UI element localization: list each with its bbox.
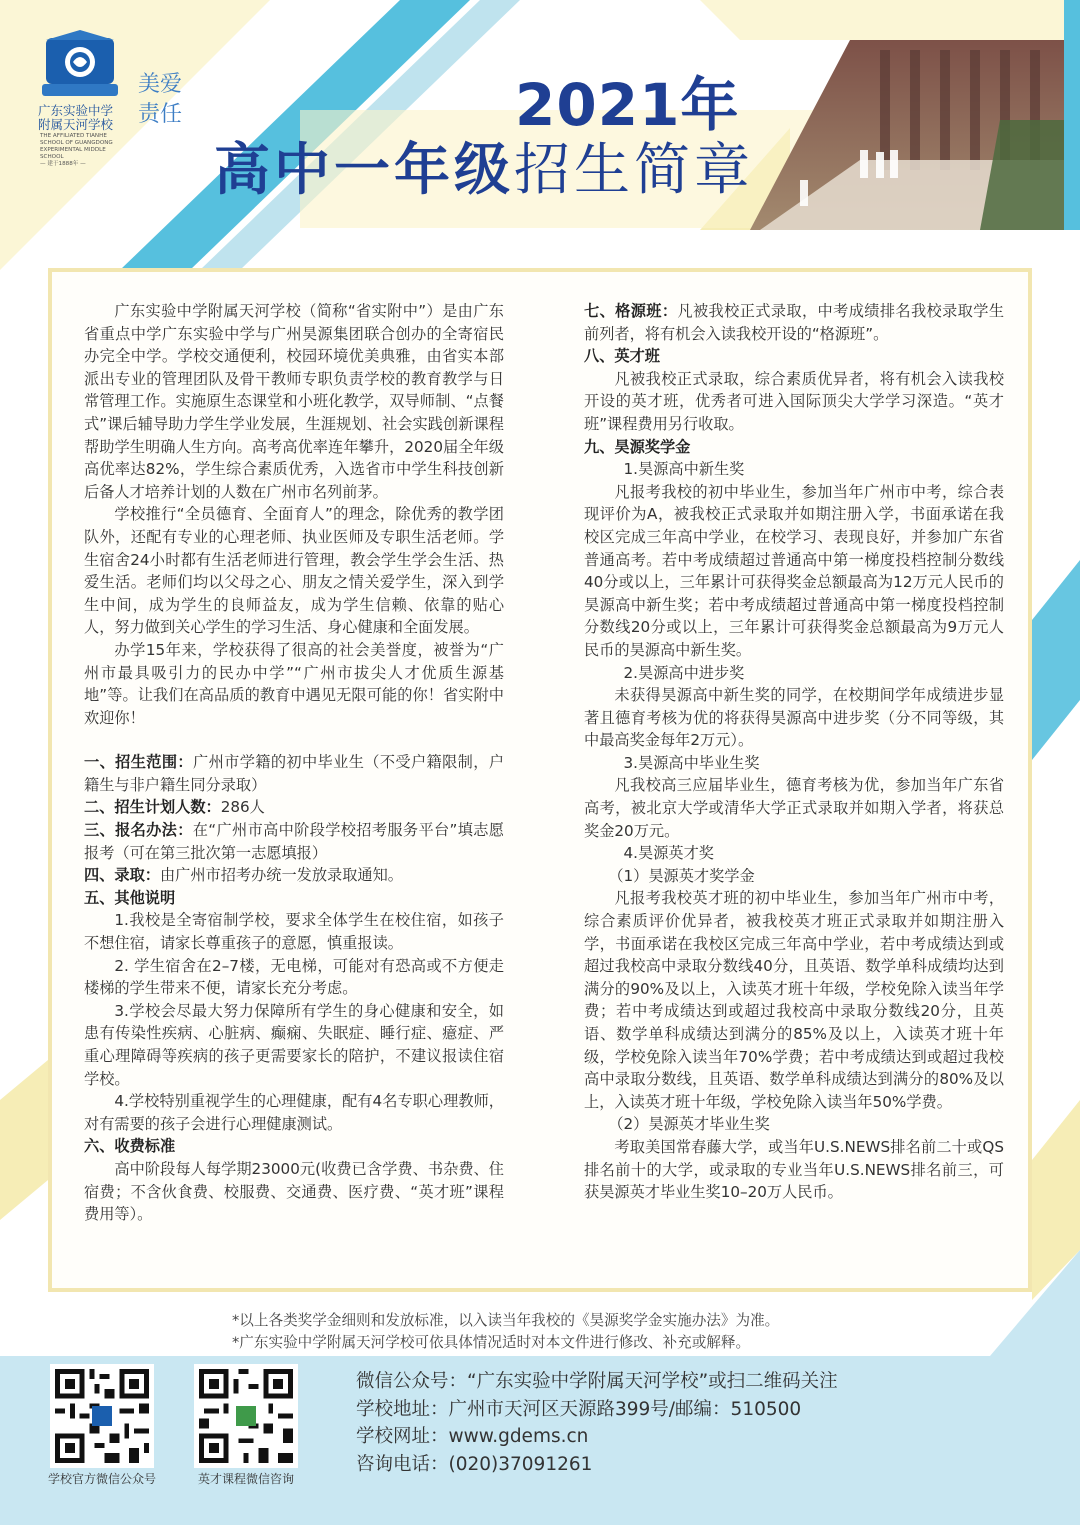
right-column — [584, 300, 1004, 1204]
section-8-heading: 八、英才班 — [584, 347, 660, 366]
qr1-caption: 学校官方微信公众号 — [47, 1472, 156, 1486]
school-emblem-icon — [40, 30, 120, 102]
school-name-en3: EXPERIMENTAL MIDDLE SCHOOL — [40, 147, 106, 160]
award-1-text: 凡报考我校的初中毕业生，参加当年广州市中考，综合表现评价为A，被我校正式录取并如期注册入学，书面承诺在我校区完成三年高中学业，在校学习、表现良好，并参加广东省普通高考。若中考成绩超过普通高中第一梯度投档控制分数线40分或以上，三年累计可获得奖金总额最高为12万元人民币的昊源高中新生奖；若中考成绩超过普通高中第一梯度投档控制分数线20分或以上，三年累计可获得奖金总额最高为9万元人民币的昊源高中新生奖。 — [584, 482, 1004, 659]
school-name-line2: 附属天河学校 — [38, 117, 114, 132]
spacer — [84, 729, 504, 751]
award-4-sub1-title: （1）昊源英才奖学金 — [608, 866, 755, 885]
section-2-heading: 二、招生计划人数： — [84, 798, 221, 817]
award-1-title: 1.昊源高中新生奖 — [623, 460, 745, 479]
school-name-cn — [38, 104, 128, 132]
section-4-heading: 四、录取： — [84, 866, 160, 885]
award-4-sub2-text: 考取美国常春藤大学，或当年U.S.NEWS排名前二十或QS排名前十的大学，或录取的专业当年U.S.NEWS排名前三，可获昊源英才毕业生奖10–20万人民币。 — [584, 1137, 1004, 1202]
section-5-item-2: 2. 学生宿舍在2–7楼，无电梯，可能对有恐高或不方便走楼梯的学生带来不便，请家长充分考虑。 — [84, 956, 504, 998]
school-logo — [40, 30, 120, 102]
section-6-heading: 六、收费标准 — [84, 1137, 176, 1156]
award-4-sub2-title: （2）昊源英才毕业生奖 — [608, 1115, 770, 1134]
section-7-text: 凡被我校正式录取，中考成绩排名我校录取学生前列者，将有机会入读我校开设的“格源班”。 — [584, 302, 1005, 343]
section-3 — [84, 819, 504, 864]
intro-paragraph-1: 广东实验中学附属天河学校（简称“省实附中”）是由广东省重点中学广东实验中学与广州昊源集团联合创办的全寄宿民办完全中学。学校交通便利，校园环境优美典雅，由省实本部派出专业的管理团队及骨干教师专职负责学校的教育教学与日常管理工作。实施原生态课堂和小班化教学，双导师制、“点餐式”课后辅导助力学生学业发展，生涯规划、社会实践创新课程帮助学生明确人生方向。高考高优率连年攀升，2020届全年级高优率达82%，学生综合素质优秀，入选省市中学生科技创新后备人才培养计划的人数在广州市名列前茅。 — [84, 302, 504, 501]
qr-code-elite-course[interactable] — [194, 1364, 298, 1468]
section-7 — [584, 300, 1004, 345]
footnote-2: *广东实验中学附属天河学校可依具体情况适时对本文件进行修改、补充或解释。 — [232, 1334, 751, 1351]
title-light: 招生简章 — [514, 138, 754, 203]
section-1 — [84, 751, 504, 796]
intro-paragraph-3: 办学15年来，学校获得了很高的社会美誉度，被誉为“广州市最具吸引力的民办中学”“广州市拔尖人才优质生源基地”等。让我们在高品质的教育中遇见无限可能的你！省实附中欢迎你！ — [84, 640, 504, 727]
website-link[interactable]: 学校网址：www.gdems.cn — [356, 1426, 589, 1447]
intro-paragraph-2: 学校推行“全员德育、全面育人”的理念，除优秀的教学团队外，还配有专业的心理老师、执业医师及专职生活老师。学生宿舍24小时都有生活老师进行管理，教会学生学会生活、热爱生活。老师们均以父母之心、朋友之情关爱学生，深入到学生中间，成为学生的良师益友，成为学生信赖、依靠的贴心人，努力做到关心学生的学习生活、身心健康和全面发展。 — [84, 505, 504, 637]
school-name-en1: THE AFFILIATED TIANHE — [40, 133, 107, 139]
page-title — [214, 126, 754, 206]
section-5-heading: 五、其他说明 — [84, 888, 176, 907]
section-3-text: 在“广州市高中阶段学校招考服务平台”填志愿报考（可在第三批次第一志愿填报） — [84, 821, 504, 862]
section-1-text: 广州市学籍的初中毕业生（不受户籍限制，户籍生与非户籍生同分录取） — [84, 753, 505, 794]
award-3-text: 凡我校高三应届毕业生，德育考核为优，参加当年广东省高考，被北京大学或清华大学正式录取并如期入学者，将获总奖金20万元。 — [584, 776, 1004, 840]
award-4-title: 4.昊源英才奖 — [623, 844, 714, 863]
qr-code-icon — [50, 1364, 154, 1468]
footnotes — [232, 1310, 779, 1354]
section-3-heading: 三、报名办法： — [84, 821, 193, 840]
school-name-en — [40, 133, 130, 168]
qr2-caption: 英才课程微信咨询 — [197, 1472, 294, 1486]
phone-info[interactable]: 咨询电话：(020)37091261 — [356, 1453, 593, 1475]
section-5-item-3: 3.学校会尽最大努力保障所有学生的身心健康和安全，如患有传染性疾病、心脏病、癫痫、失眠症、睡行症、癔症、严重心理障碍等疾病的孩子更需要家长的陪护，不建议报读住宿学校。 — [84, 1001, 504, 1088]
section-8-text: 凡被我校正式录取，综合素质优异者，将有机会入读我校开设的英才班，优秀者可进入国际顶尖大学学习深造。“英才班”课程费用另行收取。 — [584, 369, 1004, 433]
section-1-heading: 一、招生范围： — [84, 753, 193, 772]
left-column — [84, 300, 504, 1226]
section-2-text: 286人 — [220, 798, 265, 817]
award-3-title: 3.昊源高中毕业生奖 — [623, 753, 760, 772]
section-9-heading: 九、昊源奖学金 — [584, 437, 691, 456]
school-founded: — 建于1888年 — — [40, 161, 86, 167]
contact-info — [356, 1368, 838, 1478]
award-4-sub1-text: 凡报考我校英才班的初中毕业生，参加当年广州市中考，综合素质评价优异者，被我校英才班正式录取并如期注册入学，书面承诺在我校区完成三年高中学业，若中考成绩达到或超过我校高中录取分数线40分，且英语、数学单科成绩均达到满分的90%及以上，入读英才班十年级，学校免除入读当年学费；若中考成绩达到或超过我校高中录取分数线20分，且英语、数学单科成绩达到满分的85%及以上，入读英才班十年级，学校免除入读当年70%学费；若中考成绩达到或超过我校高中录取分数线，且英语、数学单科成绩达到满分的80%及以上，入读英才班十年级，学校免除入读当年50%学费。 — [584, 889, 1004, 1111]
title-bold: 高中一年级 — [214, 138, 514, 203]
school-name-en2: SCHOOL OF GUANGDONG — [40, 140, 113, 146]
footnote-1: *以上各类奖学金细则和发放标准，以入读当年我校的《昊源奖学金实施办法》为准。 — [232, 1312, 780, 1329]
section-6-text: 高中阶段每人每学期23000元(收费已含学费、书杂费、住宿费；不含伙食费、校服费、交通费、医疗费、“英才班”课程费用等）。 — [84, 1159, 504, 1224]
section-2 — [84, 796, 504, 819]
section-5-item-1: 1.我校是全寄宿制学校，要求全体学生在校住宿，如孩子不想住宿，请家长尊重孩子的意愿，慎重报读。 — [84, 911, 504, 953]
qr-code-official-wechat[interactable] — [50, 1364, 154, 1468]
award-2-text: 未获得昊源高中新生奖的同学，在校期间学年成绩进步显著且德育考核为优的将获得昊源高中进步奖（分不同等级，其中最高奖金每年2万元）。 — [584, 686, 1004, 750]
qr-code-icon — [194, 1364, 298, 1468]
wechat-info: 微信公众号：“广东实验中学附属天河学校”或扫二维码关注 — [356, 1371, 838, 1392]
school-motto — [138, 70, 182, 130]
section-4-text: 由广州市招考办统一发放录取通知。 — [159, 866, 403, 885]
motto-line2: 责任 — [138, 102, 183, 127]
address-info: 学校地址：广州市天河区天源路399号/邮编：510500 — [356, 1398, 802, 1420]
school-name-line1: 广东实验中学 — [38, 103, 114, 118]
section-7-heading: 七、格源班： — [584, 302, 678, 320]
title-year: 2021年 — [515, 71, 740, 139]
section-5-item-4: 4.学校特别重视学生的心理健康，配有4名专职心理教师，对有需要的孩子会进行心理健康测试。 — [84, 1092, 504, 1133]
motto-line1: 美爱 — [138, 72, 183, 97]
award-2-title: 2.昊源高中进步奖 — [623, 663, 745, 682]
section-4 — [84, 864, 504, 887]
